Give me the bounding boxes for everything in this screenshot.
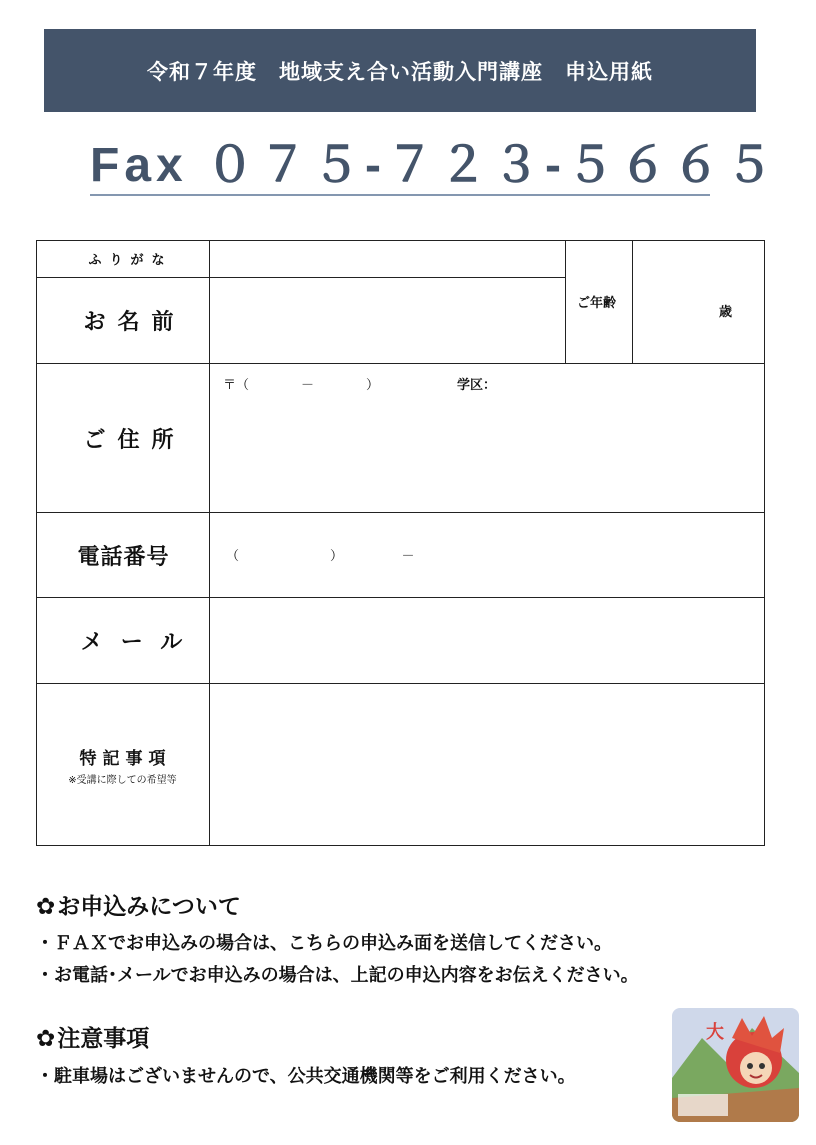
age-unit: 歳 <box>719 305 733 320</box>
phone-label: 電話番号 <box>77 544 170 570</box>
name-label: お名前 <box>83 310 186 335</box>
form-title: 令和７年度 地域支え合い活動入門講座 申込用紙 <box>147 59 653 84</box>
caution-item: ・駐車場はございませんので、公共交通機関等をご利用ください。 <box>36 1066 576 1087</box>
age-field[interactable] <box>633 241 764 363</box>
caution-section-title <box>36 1020 149 1053</box>
address-label: ご住所 <box>83 427 186 453</box>
name-field[interactable] <box>210 278 565 363</box>
flower-icon: ✿ <box>36 894 56 920</box>
flower-icon: ✿ <box>36 1026 56 1052</box>
school-district-label: 学区： <box>457 378 497 393</box>
fax-number: Fax ０７５-７２３-５６６５ <box>90 138 710 196</box>
email-field[interactable] <box>210 598 764 683</box>
postal-code-format: 〒（ － ） <box>223 378 380 393</box>
caution-title-text: 注意事項 <box>57 1026 150 1052</box>
age-label: ご年齢 <box>577 296 617 311</box>
mascot-illustration <box>672 1008 799 1122</box>
svg-text:大: 大 <box>706 1022 724 1043</box>
about-title-text: お申込みについて <box>57 894 241 920</box>
furigana-field[interactable] <box>210 241 565 277</box>
notes-label-group <box>36 684 209 845</box>
notes-label: 特記事項 <box>79 748 172 769</box>
notes-field[interactable] <box>210 684 764 845</box>
phone-format: （ ） － <box>226 549 415 564</box>
notes-sublabel: ※受講に際しての希望等 <box>68 774 177 786</box>
about-section-title <box>36 888 241 921</box>
application-form-table <box>36 240 765 846</box>
email-label: メール <box>80 630 201 655</box>
about-item: ・ＦＡＸでお申込みの場合は、こちらの申込み面を送信してください。 <box>36 933 612 954</box>
furigana-label: ふりがな <box>88 253 173 268</box>
form-title-banner <box>44 29 756 112</box>
about-item: ・お電話･メールでお申込みの場合は、上記の申込内容をお伝えください。 <box>36 965 639 986</box>
